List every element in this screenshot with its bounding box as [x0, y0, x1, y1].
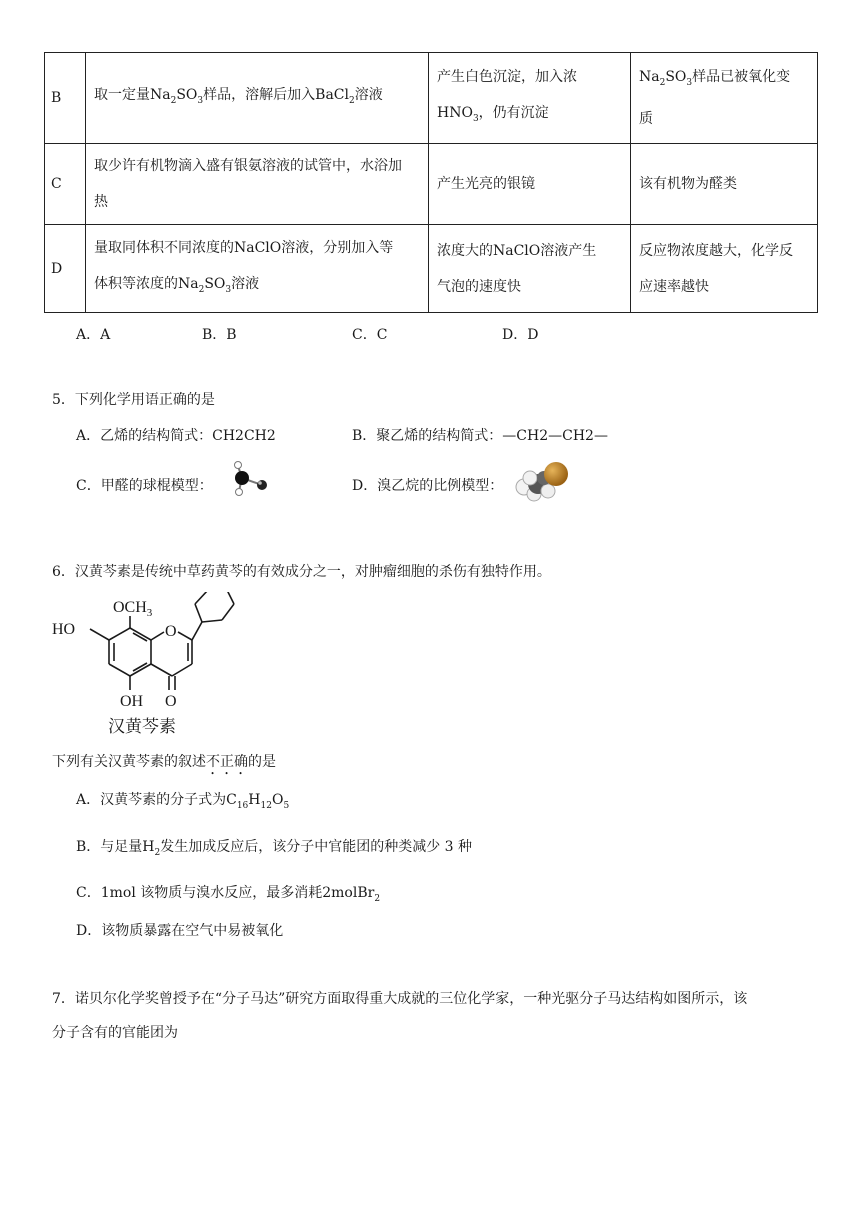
- phenomenon-cell: 产生光亮的银镜: [429, 144, 631, 225]
- q7-stem-line1: 7．诺贝尔化学奖曾授予在“分子马达”研究方面取得重大成就的三位化学家，一种光驱分子马达结构如图所示，该: [52, 991, 748, 1007]
- ring-oxygen-label: O: [165, 623, 177, 640]
- keto-oxygen-label: O: [165, 693, 177, 710]
- q7-stem-line2: 分子含有的官能团为: [52, 1025, 178, 1041]
- phenomenon-cell: 浓度大的NaClO溶液产生 气泡的速度快: [429, 225, 631, 313]
- row-label: B: [45, 53, 86, 144]
- experiment-table: [44, 52, 818, 313]
- bromoethane-space-filling-model: [514, 460, 574, 502]
- table-row: [45, 225, 818, 313]
- operation-cell: 取少许有机物滴入盛有银氨溶液的试管中，水浴加 热: [86, 144, 429, 225]
- q5-option-d: D．溴乙烷的比例模型：: [352, 478, 504, 494]
- q4-option-c: C．C: [352, 327, 388, 343]
- och3-label: $OCH_3$: [113, 599, 153, 619]
- q6-sub-stem: 下列有关汉黄芩素的叙述不正确的是: [52, 754, 276, 770]
- q6-option-c: C．1mol 该物质与溴水反应，最多消耗2molBr$_2$: [76, 885, 381, 904]
- operation-cell: 取一定量$Na_2SO_3$样品，溶解后加入BaCl$_2$溶液: [86, 53, 429, 144]
- q4-option-a: A．A: [76, 327, 111, 343]
- operation-cell: 量取同体积不同浓度的NaClO溶液，分别加入等 体积等浓度的$Na_2SO_3$溶液: [86, 225, 429, 313]
- ho-label: HO: [52, 621, 76, 638]
- q6-option-a: A．汉黄芩素的分子式为$C_{16}H_{12}O_5$: [76, 792, 290, 811]
- row-label: C: [45, 144, 86, 225]
- q4-option-b: B．B: [202, 327, 237, 343]
- q5-option-a: A．乙烯的结构简式：CH2CH2: [76, 428, 276, 444]
- q5-option-c: C．甲醛的球棍模型：: [76, 478, 213, 494]
- q5-stem: 5．下列化学用语正确的是: [52, 392, 215, 408]
- formaldehyde-ball-stick-model: [224, 458, 276, 498]
- phenomenon-cell: 产生白色沉淀，加入浓 $HNO_3$，仍有沉淀: [429, 53, 631, 144]
- row-label: D: [45, 225, 86, 313]
- conclusion-cell: 反应物浓度越大，化学反 应速率越快: [631, 225, 818, 313]
- q6-option-d: D．该物质暴露在空气中易被氧化: [76, 923, 284, 939]
- oh-label: OH: [120, 693, 144, 710]
- q4-option-d: D．D: [502, 327, 539, 343]
- q5-option-b: B．聚乙烯的结构简式：—CH2—CH2—: [352, 428, 608, 444]
- table-row: [45, 144, 818, 225]
- structure-caption: 汉黄芩素: [108, 717, 176, 737]
- q6-option-b: B．与足量$H_2$发生加成反应后，该分子中官能团的种类减少 3 种: [76, 839, 473, 858]
- table-row: [45, 53, 818, 144]
- conclusion-cell: $Na_2SO_3$样品已被氧化变 质: [631, 53, 818, 144]
- conclusion-cell: 该有机物为醛类: [631, 144, 818, 225]
- q6-stem: 6．汉黄芩素是传统中草药黄芩的有效成分之一，对肿瘤细胞的杀伤有独特作用。: [52, 564, 551, 580]
